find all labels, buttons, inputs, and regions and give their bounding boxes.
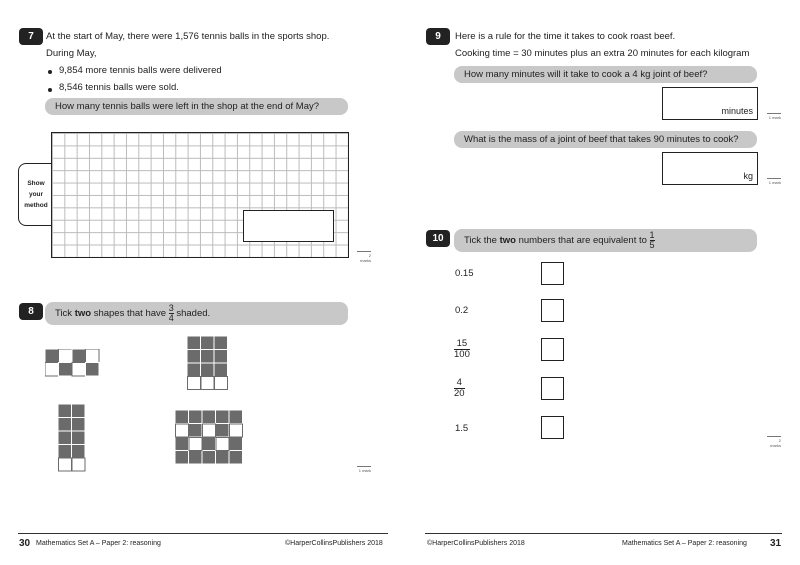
- q9-intro: Here is a rule for the time it takes to cook roast beef.: [455, 31, 676, 42]
- right-page-number: 31: [770, 538, 782, 549]
- q9a-marks: 1 mark: [768, 115, 781, 120]
- method-word-1: Show: [27, 180, 45, 187]
- q8-prompt-bar: [45, 302, 348, 325]
- left-footer-rule: [18, 533, 388, 534]
- q10-marks: 2 marks: [767, 436, 781, 448]
- q9a-answer-box[interactable]: [662, 87, 758, 120]
- option-0-2: 0.2: [455, 305, 469, 316]
- right-footer-rule: [425, 533, 782, 534]
- q8-number: 8: [19, 303, 43, 320]
- q10-prompt-bar: [454, 229, 757, 252]
- q10-prompt-pre: Tick the: [464, 235, 497, 246]
- option-4-20: $\frac{4}{20}$: [454, 377, 465, 399]
- q7-bullet-1: 9,854 more tennis balls were delivered: [59, 65, 222, 76]
- tick-box-0-15[interactable]: [541, 262, 564, 285]
- right-footer-copyright: ©HarperCollinsPublishers 2018: [427, 540, 525, 547]
- option-1-5: 1.5: [455, 423, 469, 434]
- q9b-answer-box[interactable]: [662, 152, 758, 185]
- shape-c[interactable]: [58, 404, 86, 472]
- tick-box-15-100[interactable]: [541, 338, 564, 361]
- q10-number: 10: [426, 230, 450, 247]
- shape-d[interactable]: [175, 410, 243, 465]
- q9-number: 9: [426, 28, 450, 45]
- q10-prompt-bold: two: [499, 235, 516, 246]
- q9b-unit: kg: [743, 171, 753, 181]
- bullet-dot: [48, 70, 52, 74]
- q9-rule: Cooking time = 30 minutes plus an extra 20 minutes for each kilogram: [455, 48, 750, 59]
- show-method-tab: [18, 163, 53, 226]
- left-page-number: 30: [19, 538, 31, 549]
- q9a-unit: minutes: [721, 106, 753, 116]
- q10-prompt-mid: numbers that are equivalent to: [518, 235, 647, 246]
- q7-number: 7: [19, 28, 43, 45]
- q8-prompt-bold: two: [74, 308, 92, 319]
- tick-box-4-20[interactable]: [541, 377, 564, 400]
- bullet-dot: [48, 88, 52, 92]
- q9b-question-bar: What is the mass of a joint of beef that takes 90 minutes to cook?: [454, 131, 757, 148]
- shape-b[interactable]: [187, 336, 229, 391]
- q7-during: During May,: [46, 48, 97, 59]
- left-footer-copyright: ©HarperCollinsPublishers 2018: [285, 540, 383, 547]
- shape-a[interactable]: [45, 349, 100, 377]
- tick-box-1-5[interactable]: [541, 416, 564, 439]
- q8-prompt-post: shaded.: [176, 308, 211, 319]
- q7-intro: At the start of May, there were 1,576 tennis balls in the sports shop.: [46, 31, 330, 42]
- q9b-marks: 1 mark: [768, 180, 781, 185]
- q7-marks: 2 marks: [357, 251, 371, 263]
- q10-fraction: $\frac{1}{5}$: [649, 229, 655, 250]
- q7-question-bar: How many tennis balls were left in the shop at the end of May?: [45, 98, 348, 115]
- method-word-3: method: [24, 202, 48, 209]
- q8-marks: 1 mark: [358, 468, 371, 473]
- option-0-15: 0.15: [455, 268, 474, 279]
- q8-prompt-pre: Tick: [55, 308, 73, 319]
- q9a-question-bar: How many minutes will it take to cook a 4 kg joint of beef?: [454, 66, 757, 83]
- q8-fraction: $\frac{3}{4}$: [168, 302, 174, 323]
- q7-bullet-2: 8,546 tennis balls were sold.: [59, 82, 179, 93]
- q7-answer-box[interactable]: [243, 210, 334, 242]
- method-word-2: your: [28, 191, 44, 198]
- left-footer-title: Mathematics Set A – Paper 2: reasoning: [36, 540, 161, 547]
- option-15-100: $\frac{15}{100}$: [454, 338, 470, 360]
- right-footer-title: Mathematics Set A – Paper 2: reasoning: [622, 540, 747, 547]
- tick-box-0-2[interactable]: [541, 299, 564, 322]
- q8-prompt-mid: shapes that have: [93, 308, 167, 319]
